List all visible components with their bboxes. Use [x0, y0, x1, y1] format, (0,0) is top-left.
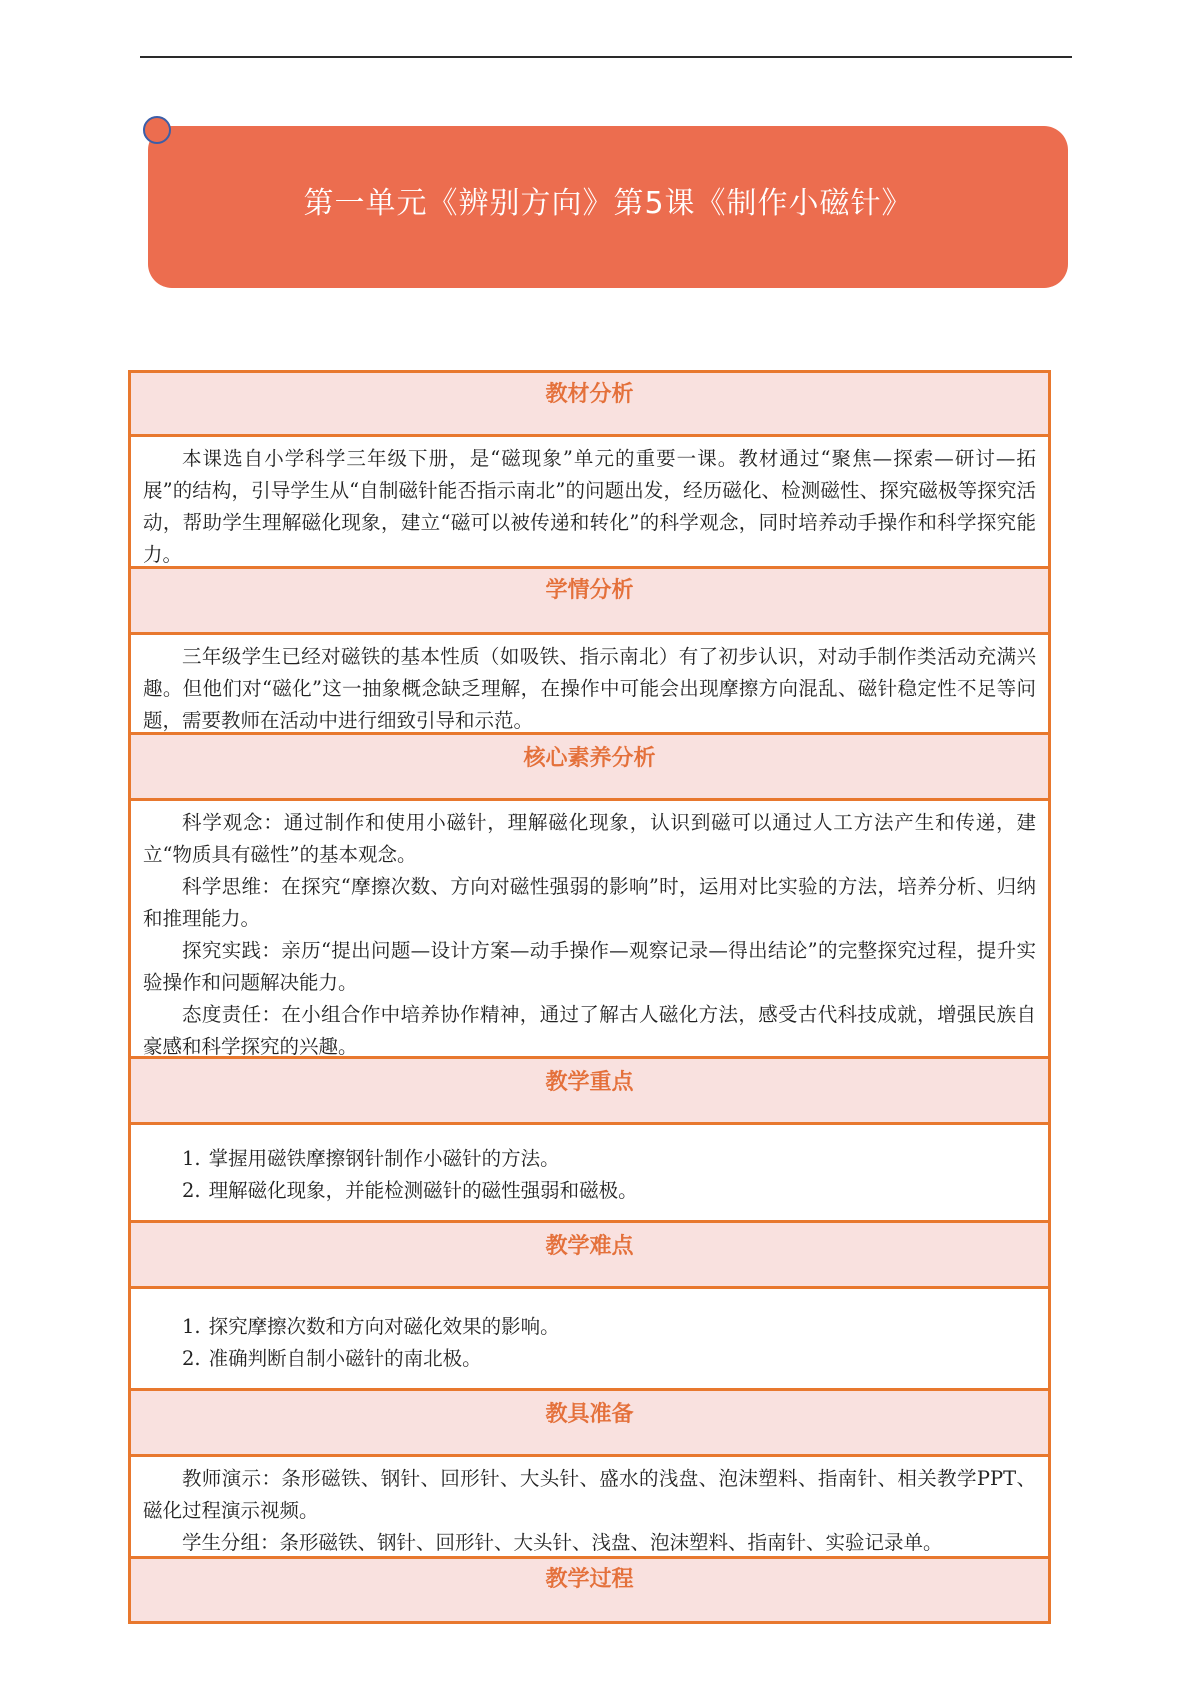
numbered-list	[143, 1311, 1036, 1375]
section-body-student-analysis	[131, 635, 1048, 735]
list-item: 2. 理解磁化现象，并能检测磁针的磁性强弱和磁极。	[182, 1179, 638, 1202]
section-heading-textbook-analysis: 教材分析	[131, 373, 1048, 437]
section-body-teaching-focus	[131, 1125, 1048, 1223]
section-heading-teaching-aids: 教具准备	[131, 1391, 1048, 1457]
paragraph: 探究实践：亲历“提出问题—设计方案—动手操作—观察记录—得出结论”的完整探究过程，提升实验操作和问题解决能力。	[143, 939, 1036, 994]
paragraph: 本课选自小学科学三年级下册，是“磁现象”单元的重要一课。教材通过“聚焦—探索—研讨—拓展”的结构，引导学生从“自制磁针能否指示南北”的问题出发，经历磁化、检测磁性、探究磁极等探究活动，帮助学生理解磁化现象，建立“磁可以被传递和转化”的科学观念，同时培养动手操作和科学探究能力。	[143, 447, 1036, 566]
title-banner	[148, 126, 1068, 288]
page-title: 第一单元《辨别方向》第5课《制作小磁针》	[303, 186, 913, 221]
paragraph: 学生分组：条形磁铁、钢针、回形针、大头针、浅盘、泡沫塑料、指南针、实验记录单。	[182, 1531, 943, 1554]
paragraph: 三年级学生已经对磁铁的基本性质（如吸铁、指示南北）有了初步认识，对动手制作类活动充满兴趣。但他们对“磁化”这一抽象概念缺乏理解，在操作中可能会出现摩擦方向混乱、磁针稳定性不足等问题，需要教师在活动中进行细致引导和示范。	[143, 645, 1036, 732]
section-heading-teaching-focus: 教学重点	[131, 1059, 1048, 1125]
section-body-textbook-analysis	[131, 437, 1048, 569]
paragraph: 教师演示：条形磁铁、钢针、回形针、大头针、盛水的浅盘、泡沫塑料、指南针、相关教学PPT、磁化过程演示视频。	[143, 1467, 1036, 1522]
list-item: 2. 准确判断自制小磁针的南北极。	[182, 1347, 482, 1370]
paragraph: 态度责任：在小组合作中培养协作精神，通过了解古人磁化方法，感受古代科技成就，增强民族自豪感和科学探究的兴趣。	[143, 1003, 1036, 1058]
section-heading-teaching-process: 教学过程	[131, 1559, 1048, 1621]
section-heading-core-literacy: 核心素养分析	[131, 735, 1048, 801]
section-heading-student-analysis: 学情分析	[131, 569, 1048, 635]
section-body-teaching-aids	[131, 1457, 1048, 1559]
section-heading-teaching-difficulty: 教学难点	[131, 1223, 1048, 1289]
list-item: 1. 探究摩擦次数和方向对磁化效果的影响。	[182, 1315, 560, 1338]
numbered-list	[143, 1143, 1036, 1207]
header-rule	[140, 56, 1072, 58]
section-body-teaching-difficulty	[131, 1289, 1048, 1391]
paragraph: 科学观念：通过制作和使用小磁针，理解磁化现象，认识到磁可以通过人工方法产生和传递，建立“物质具有磁性”的基本观念。	[143, 811, 1036, 866]
banner-dot	[143, 116, 171, 144]
list-item: 1. 掌握用磁铁摩擦钢针制作小磁针的方法。	[182, 1147, 560, 1170]
section-body-core-literacy	[131, 801, 1048, 1059]
lesson-plan-table	[128, 370, 1051, 1624]
paragraph: 科学思维：在探究“摩擦次数、方向对磁性强弱的影响”时，运用对比实验的方法，培养分析、归纳和推理能力。	[143, 875, 1036, 930]
